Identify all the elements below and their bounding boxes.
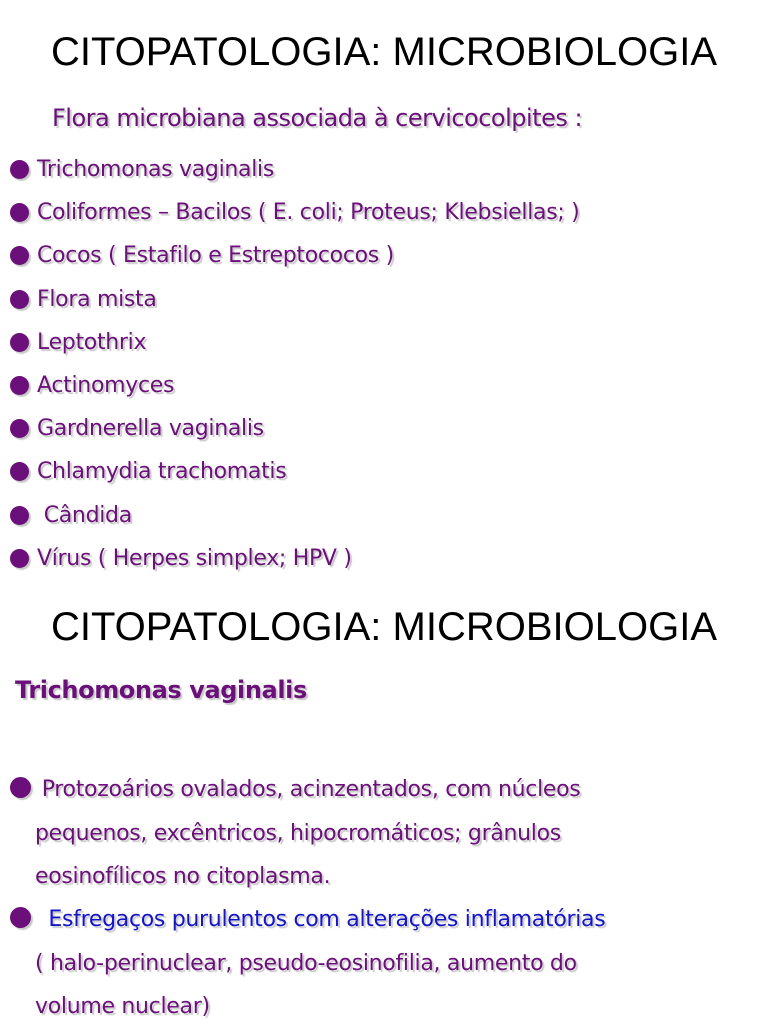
paragraph-line: ( halo-perinuclear, pseudo-eosinofilia, aumento do bbox=[35, 950, 577, 976]
list-item bbox=[10, 494, 579, 537]
list-item-label: Actinomyces bbox=[37, 373, 175, 399]
paragraph-line: pequenos, excêntricos, hipocromáticos; grânulos bbox=[35, 820, 561, 846]
list-item bbox=[10, 321, 579, 364]
list-item-label: Cândida bbox=[37, 502, 132, 528]
bullet-icon bbox=[10, 506, 29, 525]
bullet-icon bbox=[10, 290, 29, 309]
list-item bbox=[10, 148, 579, 191]
list-item bbox=[10, 191, 579, 234]
section-heading: Trichomonas vaginalis bbox=[15, 676, 307, 704]
slide-trichomonas bbox=[0, 590, 768, 1024]
flora-list bbox=[10, 148, 579, 580]
list-item bbox=[10, 234, 579, 277]
list-item-label: Flora mista bbox=[37, 286, 157, 312]
list-item-label: Leptothrix bbox=[37, 329, 147, 355]
bullet-icon bbox=[10, 203, 29, 222]
bullet-icon bbox=[10, 777, 31, 798]
bullet-icon bbox=[10, 419, 29, 438]
bullet-icon bbox=[10, 549, 29, 568]
list-item-label: Vírus ( Herpes simplex; HPV ) bbox=[37, 545, 352, 571]
paragraph-text: Esfregaços purulentos com alterações inflamatórias bbox=[48, 907, 606, 932]
slide-title: CITOPATOLOGIA: MICROBIOLOGIA bbox=[50, 605, 718, 649]
list-item bbox=[10, 364, 579, 407]
list-item bbox=[10, 450, 579, 493]
bullet-icon bbox=[10, 333, 29, 352]
bullet-icon bbox=[10, 160, 29, 179]
bullet-icon bbox=[10, 246, 29, 265]
list-item-label: Cocos ( Estafilo e Estreptococos ) bbox=[37, 243, 394, 269]
paragraph-line bbox=[10, 768, 750, 812]
paragraph-line: volume nuclear) bbox=[35, 994, 210, 1019]
bullet-icon bbox=[10, 907, 31, 928]
list-item-label: Trichomonas vaginalis bbox=[37, 157, 275, 183]
paragraph-line bbox=[10, 898, 750, 942]
list-item bbox=[10, 278, 579, 321]
paragraph-text: Protozoários ovalados, acinzentados, com núcleos bbox=[41, 777, 581, 802]
paragraph-line: eosinofílicos no citoplasma. bbox=[35, 864, 331, 889]
bullet-icon bbox=[10, 376, 29, 395]
bullet-icon bbox=[10, 462, 29, 481]
description-paragraph bbox=[10, 768, 750, 899]
smear-paragraph bbox=[10, 898, 750, 1029]
slide-subtitle: Flora microbiana associada à cervicocolpites : bbox=[52, 104, 583, 132]
list-item-label: Coliformes – Bacilos ( E. coli; Proteus; Klebsiellas; ) bbox=[37, 200, 580, 226]
list-item bbox=[10, 537, 579, 580]
slide-title: CITOPATOLOGIA: MICROBIOLOGIA bbox=[50, 30, 718, 74]
list-item bbox=[10, 407, 579, 450]
list-item-label: Chlamydia trachomatis bbox=[37, 459, 287, 485]
list-item-label: Gardnerella vaginalis bbox=[37, 416, 264, 442]
